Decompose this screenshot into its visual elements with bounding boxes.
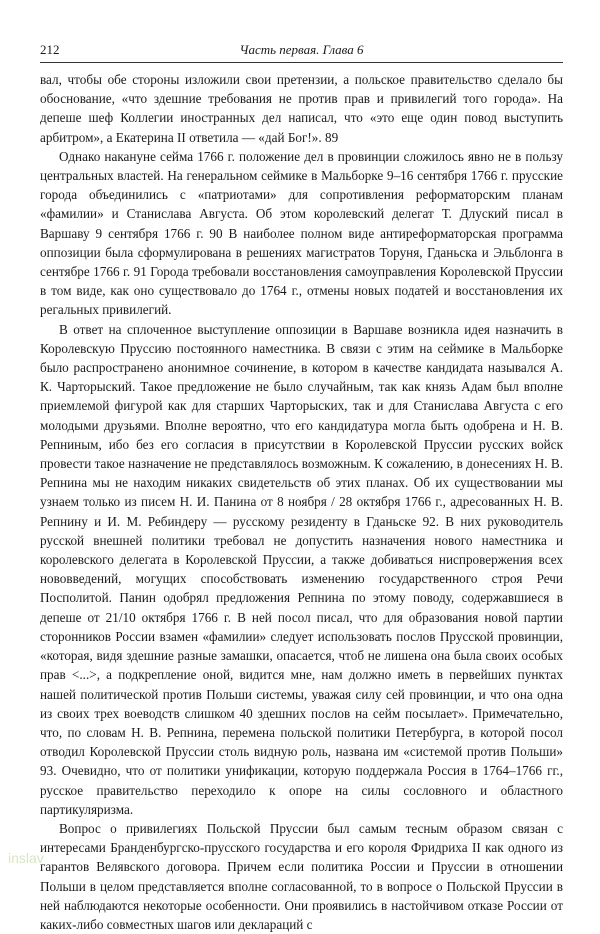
watermark-logo: inslav [8,850,44,866]
paragraph: В ответ на сплоченное выступление оппозиции в Варшаве возникла идея назначить в Королевскую Пруссию постоянного наместника. В связи с этим на сеймике в Мальборке было распространено анонимное сочинение, в котором в качестве кандидата назывался А. К. Чарторыский. Такое предложение не было случайным, так как князь Адам был вполне приемлемой фигурой как для старших Чарторыских, так и для Станислава Августа с его молодыми друзьями. Вполне вероятно, что его кандидатура могла быть одобрена и Н. В. Репниным, ибо без его согласия в присутствии в Королевской Пруссии русских войск провести такое назначение не представлялось возможным. К сожалению, в донесениях Н. В. Репнина мы не находим никаких свидетельств об этих планах. Об их существовании мы узнаем только из писем Н. И. Панина от 8 ноября / 28 октября 1766 г., адресованных Н. В. Репнину и И. М. Ребиндеру — русскому резиденту в Гданьске 92. В них руководитель русской внешней политики требовал не допустить назначения нового наместника и королевского делегата в Королевской Пруссии, а также добиваться ниспровержения всех нововведений, могущих способствовать изменению государственного строя Речи Посполитой. Панин одобрял предложения Репнина по этому поводу, содержавшиеся в депеше от 21/10 октября 1766 г. В ней посол писал, что для образования новой партии сторонников России взамен «фамилии» следует использовать послов Прусской провинции, «которая, видя здешние разные замашки, опасается, чтоб не лишена она была своих особых прав <...>, а подкрепление оной, видится мне, нам должно иметь в первейших пунктах нашей политической против Польши системы, уважая силу сей провинции, и что она одна из своих трех воеводств слишком 40 здешних послов на сейм посылает». Примечательно, что, по словам Н. В. Репнина, перемена польской политики Петербурга, в которой посол отводил Королевской Пруссии столь видную роль, названа им «системой против Польши» 93. Очевидно, что от политики унификации, которую поддержала Россия в 1764–1766 гг., русское правительство переходило к опоре на силы сословного и областного партикуляризма. [40,321,563,817]
paragraph: вал, чтобы обе стороны изложили свои претензии, а польское правительство сделало бы обоснование, «что здешние требования не против прав и привилегий того города». На депеше шеф Коллегии иностранных дел написал, что «это еще один повод выступить арбитром», а Екатерина II ответила — «дай Бог!». 89 [40,72,563,145]
running-head: Часть первая. Глава 6 [239,42,364,57]
paragraph: Однако накануне сейма 1766 г. положение дел в провинции сложилось явно не в пользу центральных властей. На генеральном сеймике в Мальборке 9–16 сентября 1766 г. прусские города объединились с «патриотами» для сопротивления реформаторским планам «фамилии» и Станислава Августа. Об этом королевский делегат Т. Длуский писал в Варшаву 9 сентября 1766 г. 90 В наиболее полном виде антиреформаторская программа оппозиции была сформулирована в решениях магистратов Торуня, Гданьска и Эльблонга в сентябре 1766 г. 91 Города требовали восстановления самоуправления Королевской Пруссии в том виде, как оно существовало до 1764 г., отмены новых податей и восстановления их регальных привилегий. [40,148,563,318]
page-header [40,40,563,60]
page-number: 212 [40,42,60,57]
paragraph: Вопрос о привилегиях Польской Пруссии был самым тесным образом связан с интересами Бранденбургско-прусского государства и его короля Фридриха II как одного из гарантов Велявского договора. Причем если политика России и Пруссии в отношении Польши в целом представляется вполне согласованной, то в вопросе о Польской Пруссии в ней наблюдаются некоторые особенности. Они проявились в настойчивом отказе России от каких-либо совместных шагов или деклараций с [40,820,563,932]
main-text [40,70,563,934]
header-divider [40,62,563,63]
